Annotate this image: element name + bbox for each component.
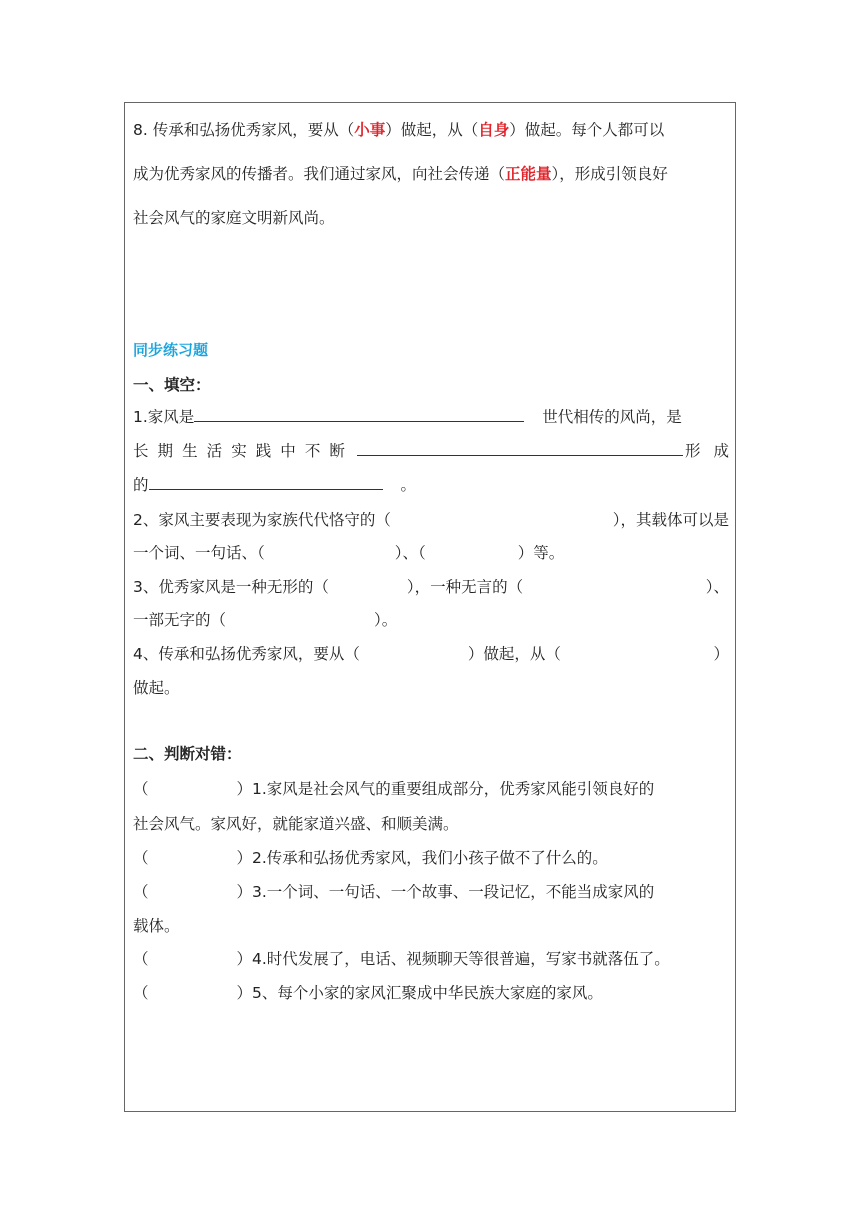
text: 一个词、一句话、（ [133, 544, 265, 562]
fill-q4-line1 [133, 642, 729, 664]
text: ）5、每个小家的家风汇聚成中华民族大家庭的家风。 [236, 984, 603, 1002]
judge-item-5 [133, 981, 729, 1003]
text: ），一种无言的（ [406, 578, 524, 596]
fill-q2-line1 [133, 508, 729, 530]
char: 断 [329, 442, 345, 460]
char: 践 [255, 442, 272, 460]
text: ）4.时代发展了，电话、视频聊天等很普遍，写家书就落伍了。 [236, 950, 670, 968]
char: 活 [206, 442, 223, 460]
text: ）3.一个词、一句话、一个故事、一段记忆，不能当成家风的 [236, 883, 655, 901]
answer-zhengnengliang: 正能量 [505, 165, 552, 183]
judge-item-2 [133, 846, 729, 868]
text: 成为优秀家风的传播者。我们通过家风，向社会传递（ [133, 165, 506, 183]
judge-item-3 [133, 880, 729, 902]
text: 1.家风是 [133, 408, 195, 426]
judge-item-1-cont: 社会风气。家风好，就能家道兴盛、和顺美满。 [133, 815, 459, 833]
paren-open: （ [133, 950, 149, 968]
char: 长 [133, 442, 149, 460]
judge-item-1 [133, 777, 729, 799]
judge-item-3-cont: 载体。 [133, 917, 180, 935]
char: 实 [231, 442, 247, 460]
text: 2、家风主要表现为家族代代恪守的（ [133, 511, 391, 529]
text: 8. 传承和弘扬优秀家风，要从（ [133, 121, 355, 139]
paren-open: （ [133, 984, 149, 1002]
paren-open: （ [133, 780, 149, 798]
char: 中 [280, 442, 296, 460]
text: 。 [400, 476, 417, 494]
fill-title: 一、填空： [133, 376, 211, 394]
text: ）1.家风是社会风气的重要组成部分，优秀家风能引领良好的 [236, 780, 655, 798]
section-title: 同步练习题 [133, 341, 209, 359]
judge-title: 二、判断对错： [133, 745, 242, 763]
text: 世代相传的风尚，是 [542, 408, 682, 426]
text: ）做起，从（ [467, 645, 561, 663]
text: ）做起，从（ [385, 121, 479, 139]
blank[interactable] [357, 441, 683, 456]
fill-q1-line1 [133, 405, 729, 427]
fill-q2-line2 [133, 541, 729, 563]
fill-q1-line3 [133, 473, 729, 495]
text: ），其载体可以是 [612, 511, 729, 529]
intro-line-1 [133, 118, 729, 140]
judge-item-4 [133, 947, 729, 969]
text: 的 [133, 476, 149, 494]
text: ）等。 [517, 544, 565, 562]
intro-line-3: 社会风气的家庭文明新风尚。 [133, 209, 335, 227]
char: 期 [157, 442, 174, 460]
paren-open: （ [133, 883, 149, 901]
text: 3、优秀家风是一种无形的（ [133, 578, 329, 596]
text: ）2.传承和弘扬优秀家风，我们小孩子做不了什么的。 [236, 849, 608, 867]
char: 生 [182, 442, 198, 460]
fill-q1-line2 [133, 439, 729, 461]
blank[interactable] [194, 407, 524, 422]
text: ） [713, 645, 729, 663]
paren-open: （ [133, 849, 149, 867]
text: 一部无字的（ [133, 611, 227, 629]
fill-q4-line2: 做起。 [133, 679, 180, 697]
char: 成 [713, 442, 729, 460]
answer-xiaoshi: 小事 [354, 121, 386, 139]
text: ）做起。每个人都可以 [509, 121, 665, 139]
char: 形 [685, 442, 701, 460]
char: 不 [304, 442, 321, 460]
blank[interactable] [149, 475, 383, 490]
intro-line-2 [133, 162, 729, 184]
fill-q3-line2 [133, 608, 729, 630]
fill-q3-line1 [133, 575, 729, 597]
text: ）、 [705, 578, 729, 596]
text: ）、（ [394, 544, 426, 562]
answer-zishen: 自身 [478, 121, 510, 139]
text: ）。 [374, 611, 398, 629]
text: 4、传承和弘扬优秀家风，要从（ [133, 645, 360, 663]
text: ），形成引领良好 [551, 165, 668, 183]
